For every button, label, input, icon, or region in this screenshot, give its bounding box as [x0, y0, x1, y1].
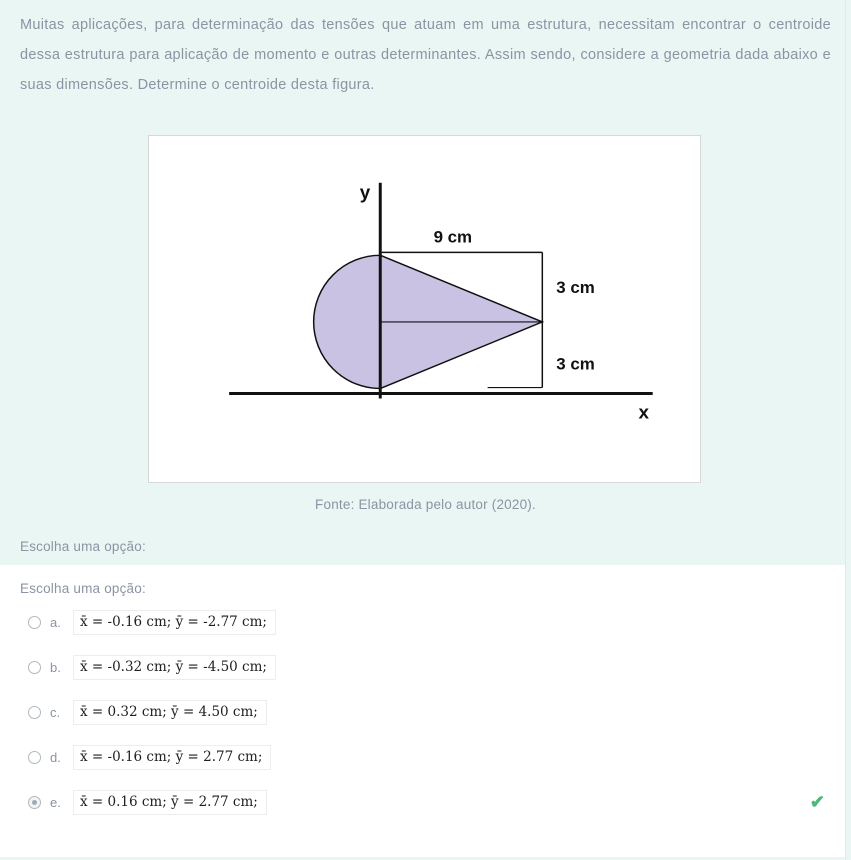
y-axis-label: y: [359, 182, 371, 204]
options-panel: [0, 565, 845, 857]
option-radio-e[interactable]: [28, 796, 41, 809]
question-text: Muitas aplicações, para determinação das tensões que atuam em uma estrutura, necessitam encontrar o centroide dessa estrutura para aplicação de momento e outras determinantes. Assim sendo, considere a geometria dada abaixo e suas dimensões. Determine o centroide desta figura.: [20, 17, 831, 93]
option-formula-e: x̄ = 0.16 cm; ȳ = 2.77 cm;: [73, 790, 267, 815]
page-edge-divider: [845, 0, 846, 860]
option-formula-a: x̄ = -0.16 cm; ȳ = -2.77 cm;: [73, 610, 276, 635]
figure-container: [148, 135, 701, 483]
option-formula-c: x̄ = 0.32 cm; ȳ = 4.50 cm;: [73, 700, 267, 725]
option-row-a[interactable]: [28, 608, 825, 636]
dim-width-label: 9 cm: [433, 227, 473, 247]
option-formula-b: x̄ = -0.32 cm; ȳ = -4.50 cm;: [73, 655, 276, 680]
options-prompt: Escolha uma opção:: [20, 581, 146, 596]
correct-check-icon: ✔: [809, 792, 825, 812]
option-letter-b: b.: [50, 659, 61, 675]
shape-semicircle: [314, 255, 381, 388]
option-radio-d[interactable]: [28, 751, 41, 764]
dim-height-bottom-label: 3 cm: [556, 354, 595, 374]
dim-height-top-label: 3 cm: [556, 278, 595, 298]
option-row-b[interactable]: [28, 653, 825, 681]
option-radio-b[interactable]: [28, 661, 41, 674]
option-letter-a: a.: [50, 614, 61, 630]
x-axis-label: x: [638, 402, 649, 424]
option-letter-c: c.: [50, 704, 61, 720]
option-row-e[interactable]: [28, 788, 825, 816]
option-row-c[interactable]: [28, 698, 825, 726]
option-radio-a[interactable]: [28, 616, 41, 629]
option-formula-d: x̄ = -0.16 cm; ȳ = 2.77 cm;: [73, 745, 271, 770]
option-letter-d: d.: [50, 749, 61, 765]
option-radio-c[interactable]: [28, 706, 41, 719]
choose-option-label: Escolha uma opção:: [20, 539, 146, 554]
figure-caption: Fonte: Elaborada pelo autor (2020).: [315, 497, 536, 512]
option-letter-e: e.: [50, 794, 61, 810]
centroid-diagram: [149, 136, 700, 482]
option-row-d[interactable]: [28, 743, 825, 771]
